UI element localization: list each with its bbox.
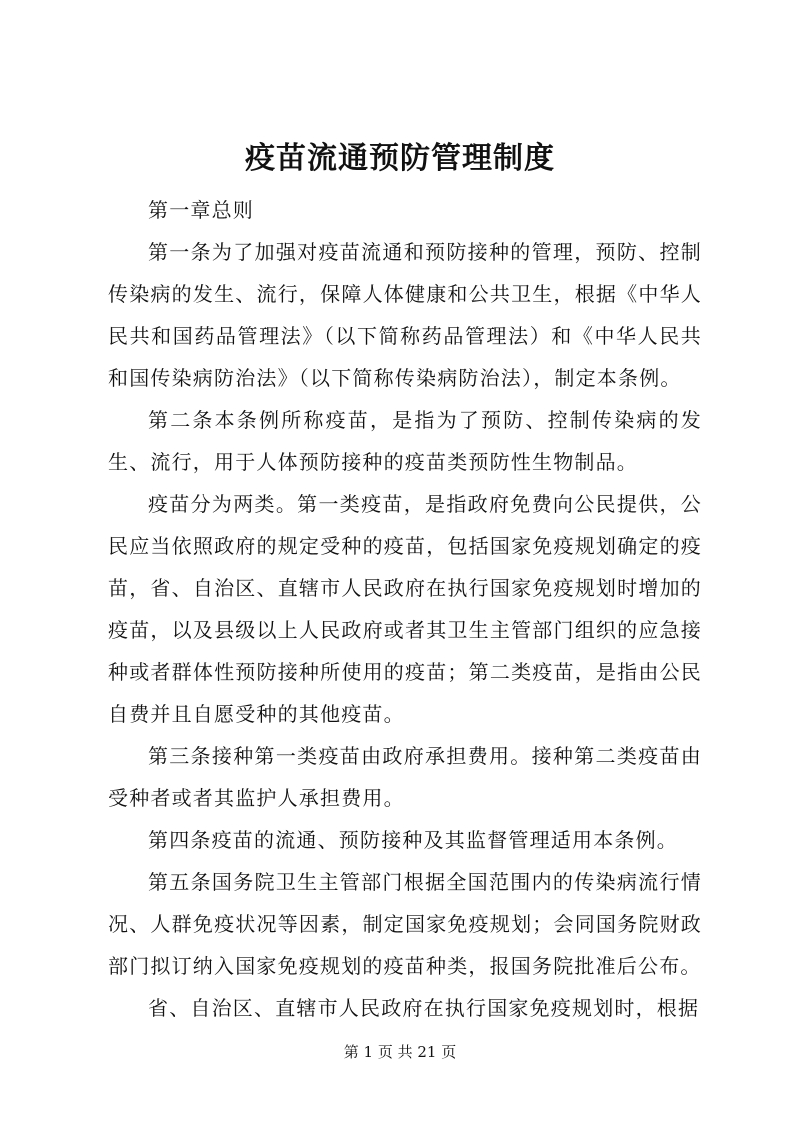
paragraph-provincial: 省、自治区、直辖市人民政府在执行国家免疫规划时，根据 bbox=[148, 996, 700, 1020]
page-footer: 第 1 页 共 21 页 bbox=[343, 1043, 457, 1061]
paragraph-article-5: 第五条国务院卫生主管部门根据全国范围内的传染病流行情况、人群免疫状况等因素，制定国家免疫规划；会同国务院财政部门拟订纳入国家免疫规划的疫苗种类，报国务院批准后公布。 bbox=[108, 870, 702, 978]
paragraph-article-2: 第二条本条例所称疫苗，是指为了预防、控制传染病的发生、流行，用于人体预防接种的疫苗类预防性生物制品。 bbox=[108, 408, 702, 474]
paragraph-article-4: 第四条疫苗的流通、预防接种及其监督管理适用本条例。 bbox=[148, 828, 678, 852]
paragraph-article-1: 第一条为了加强对疫苗流通和预防接种的管理，预防、控制传染病的发生、流行，保障人体健康和公共卫生，根据《中华人民共和国药品管理法》（以下简称药品管理法）和《中华人民共和国传染病防治法》（以下简称传染病防治法），制定本条例。 bbox=[108, 240, 702, 390]
paragraph-article-3: 第三条接种第一类疫苗由政府承担费用。接种第二类疫苗由受种者或者其监护人承担费用。 bbox=[108, 744, 702, 810]
document-title: 疫苗流通预防管理制度 bbox=[245, 141, 555, 176]
chapter-heading: 第一章总则 bbox=[148, 198, 254, 222]
paragraph-vaccine-categories: 疫苗分为两类。第一类疫苗，是指政府免费向公民提供，公民应当依照政府的规定受种的疫苗，包括国家免疫规划确定的疫苗，省、自治区、直辖市人民政府在执行国家免疫规划时增加的疫苗，以及县级以上人民政府或者其卫生主管部门组织的应急接种或者群体性预防接种所使用的疫苗；第二类疫苗，是指由公民自费并且自愿受种的其他疫苗。 bbox=[108, 492, 702, 726]
document-body bbox=[108, 189, 702, 1029]
